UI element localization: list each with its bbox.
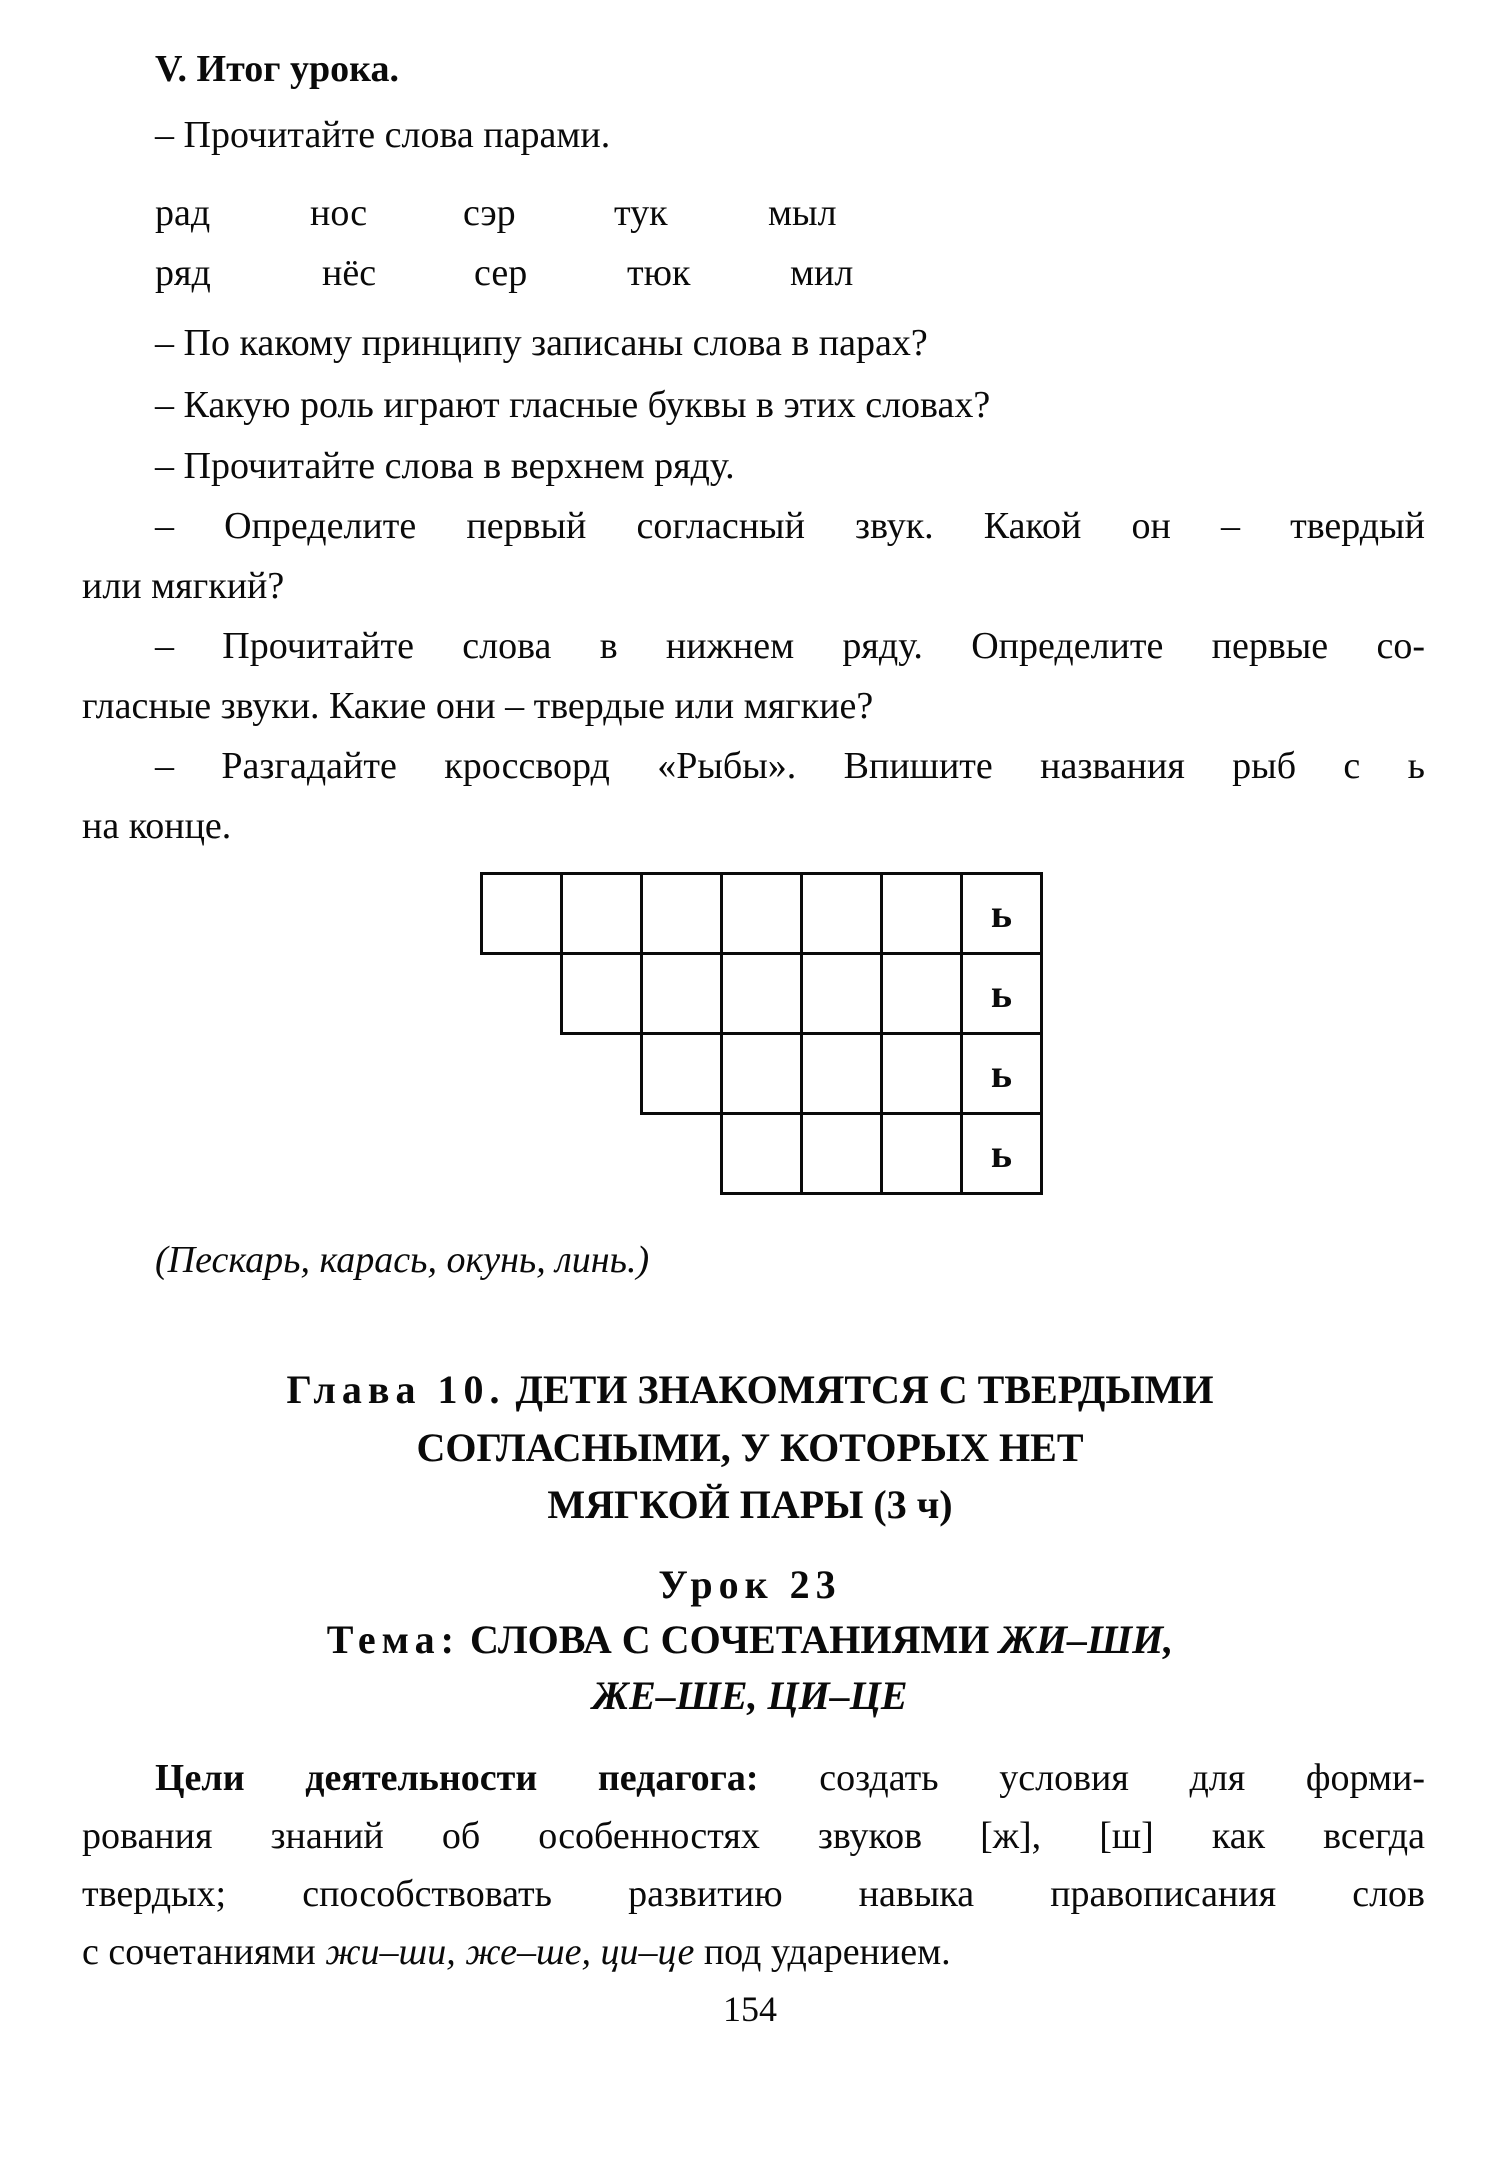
chapter-heading-line3: МЯГКОЙ ПАРЫ (3 ч): [547, 1482, 953, 1527]
word-top: тук: [614, 192, 668, 234]
crossword-cell-letter: ь: [960, 1032, 1043, 1115]
question-line: – Прочитайте слова в нижнем ряду. Определите первые со-: [155, 625, 1425, 667]
word-bottom: тюк: [627, 252, 691, 294]
crossword-answers: (Пескарь, карась, окунь, линь.): [155, 1239, 650, 1281]
word-top: мыл: [768, 192, 837, 234]
question-line: или мягкий?: [82, 565, 285, 607]
topic-italic: ЖИ–ШИ,: [999, 1617, 1174, 1662]
goals-label: Цели деятельности педагога:: [155, 1757, 759, 1799]
crossword-cell: [720, 952, 803, 1035]
crossword-cell-letter: ь: [960, 1112, 1043, 1195]
question-line: гласные звуки. Какие они – твердые или мягкие?: [82, 685, 874, 727]
crossword-cell: [800, 952, 883, 1035]
question-line: – Прочитайте слова в верхнем ряду.: [155, 445, 735, 487]
crossword-cell: [880, 872, 963, 955]
chapter-label: Глава 10.: [286, 1367, 506, 1412]
word-bottom: мил: [790, 252, 854, 294]
goals-text: под ударением.: [703, 1931, 951, 1973]
crossword-cell: [800, 1032, 883, 1115]
word-top: рад: [155, 192, 211, 234]
crossword-cell-letter: ь: [960, 952, 1043, 1035]
crossword-cell: [880, 1112, 963, 1195]
question-line: – Разгадайте кроссворд «Рыбы». Впишите названия рыб с ь: [155, 745, 1425, 787]
word-bottom: сер: [474, 252, 528, 294]
chapter-title-part: ДЕТИ ЗНАКОМЯТСЯ С ТВЕРДЫМИ: [515, 1367, 1214, 1412]
crossword-cell: [800, 872, 883, 955]
word-bottom: ряд: [155, 252, 211, 294]
topic-label: Тема:: [326, 1617, 460, 1662]
crossword-cell: [480, 872, 563, 955]
chapter-heading-line1: [0, 1365, 1500, 1415]
crossword-cell: [560, 872, 643, 955]
crossword-cell: [800, 1112, 883, 1195]
lesson-topic-line2: ЖЕ–ШЕ, ЦИ–ЦЕ: [592, 1673, 908, 1718]
word-bottom: нёс: [322, 252, 377, 294]
goals-text: создать условия для форми-: [819, 1757, 1425, 1799]
chapter-heading-line2: СОГЛАСНЫМИ, У КОТОРЫХ НЕТ: [416, 1425, 1084, 1470]
goals-text: с сочетаниями: [82, 1931, 316, 1973]
topic-text: СЛОВА С СОЧЕТАНИЯМИ: [469, 1617, 990, 1662]
crossword-cell: [880, 1032, 963, 1115]
question-line: на конце.: [82, 805, 232, 847]
crossword-cell: [720, 1032, 803, 1115]
crossword-cell: [720, 872, 803, 955]
crossword-cell: [720, 1112, 803, 1195]
page-number: 154: [723, 1989, 777, 2029]
question-line: – Определите первый согласный звук. Какой он – твердый: [155, 505, 1425, 547]
lesson-number: Урок 23: [658, 1562, 842, 1607]
prompt-read-pairs: – Прочитайте слова парами.: [155, 114, 611, 156]
question-line: – Какую роль играют гласные буквы в этих словах?: [155, 384, 991, 426]
crossword-cell-letter: ь: [960, 872, 1043, 955]
goals-line1: [155, 1755, 1425, 1801]
goals-italic: жи–ши, же–ше, ци–це: [325, 1931, 695, 1973]
crossword-cell: [880, 952, 963, 1035]
goals-line4: [82, 1929, 951, 1975]
crossword-cell: [640, 872, 723, 955]
goals-line2: рования знаний об особенностях звуков [ж], [ш] как всегда: [82, 1815, 1425, 1857]
question-line: – По какому принципу записаны слова в парах?: [155, 322, 928, 364]
crossword-cell: [640, 1032, 723, 1115]
section-title: V. Итог урока.: [155, 48, 399, 90]
word-top: сэр: [463, 192, 516, 234]
crossword-cell: [560, 952, 643, 1035]
lesson-topic-line1: [0, 1615, 1500, 1665]
goals-line3: твердых; способствовать развитию навыка правописания слов: [82, 1873, 1425, 1915]
word-top: нос: [310, 192, 368, 234]
crossword-cell: [640, 952, 723, 1035]
